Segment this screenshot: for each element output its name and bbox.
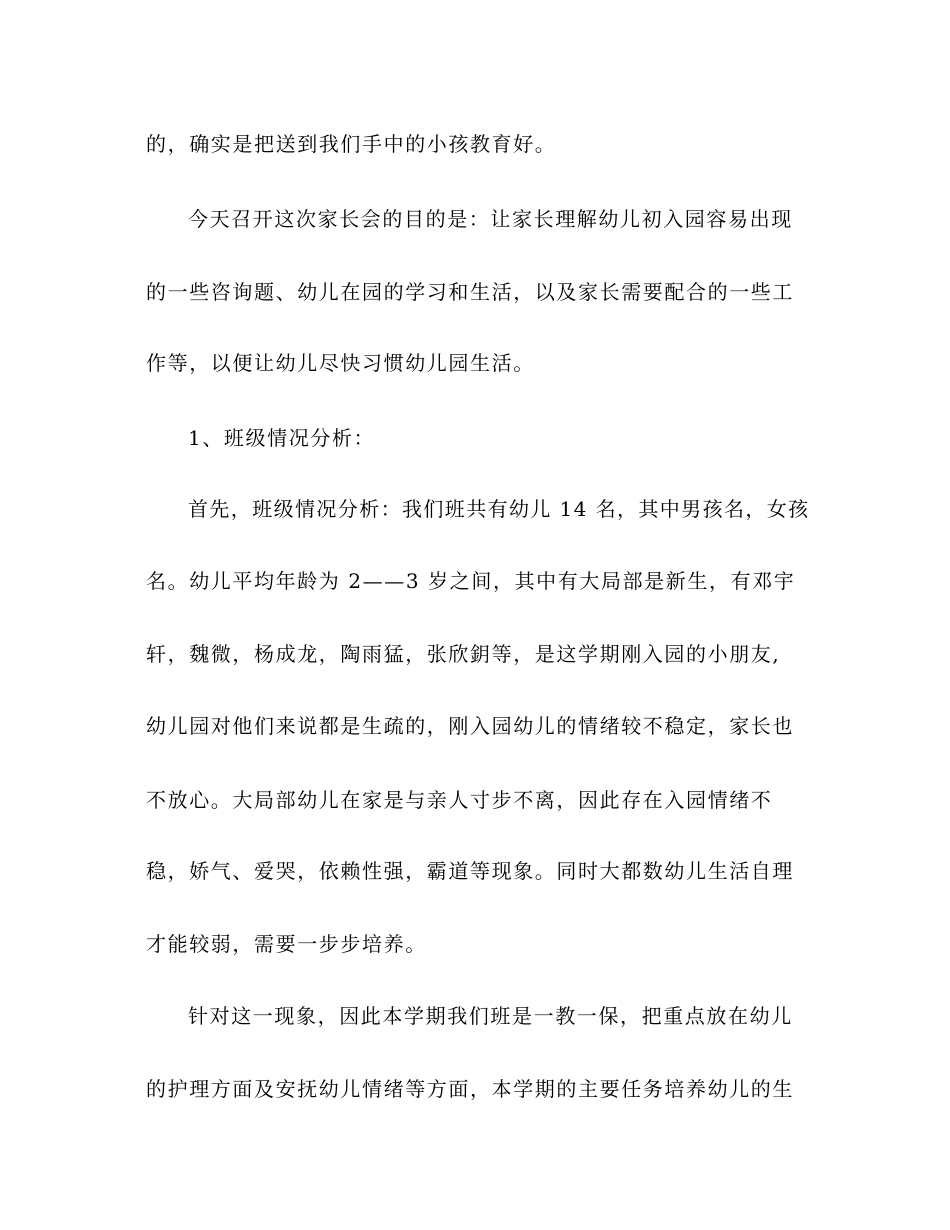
text-line: 作等，以便让幼儿尽快习惯幼儿园生活。: [146, 351, 535, 375]
text-line: 幼儿园对他们来说都是生疏的，刚入园幼儿的情绪较不稳定，家长也: [146, 714, 794, 738]
text-line: 稳，娇气、爱哭，依赖性强，霸道等现象。同时大都数幼儿生活自理: [146, 859, 794, 883]
text-line: 名。幼儿平均年龄为 2——3 岁之间，其中有大局部是新生，有邓宇: [146, 569, 796, 593]
paragraph-first-line: 首先，班级情况分析：我们班共有幼儿 14 名，其中男孩名，女孩: [188, 497, 810, 521]
section-heading: 1、班级情况分析：: [188, 426, 376, 450]
text-line: 才能较弱，需要一步步培养。: [146, 932, 427, 956]
text-line: 轩，魏微，杨成龙，陶雨猛，张欣鈅等，是这学期刚入园的小朋友,: [146, 642, 781, 666]
paragraph-first-line: 针对这一现象，因此本学期我们班是一教一保，把重点放在幼儿: [188, 1004, 793, 1028]
text-line: 的，确实是把送到我们手中的小孩教育好。: [146, 132, 557, 156]
text-line: 的护理方面及安抚幼儿情绪等方面，本学期的主要任务培养幼儿的生: [146, 1077, 794, 1101]
text-line: 不放心。大局部幼儿在家是与亲人寸步不离，因此存在入园情绪不: [146, 788, 773, 812]
paragraph-first-line: 今天召开这次家长会的目的是：让家长理解幼儿初入园容易出现: [188, 207, 793, 231]
text-line: 的一些咨询题、幼儿在园的学习和生活，以及家长需要配合的一些工: [146, 280, 794, 304]
